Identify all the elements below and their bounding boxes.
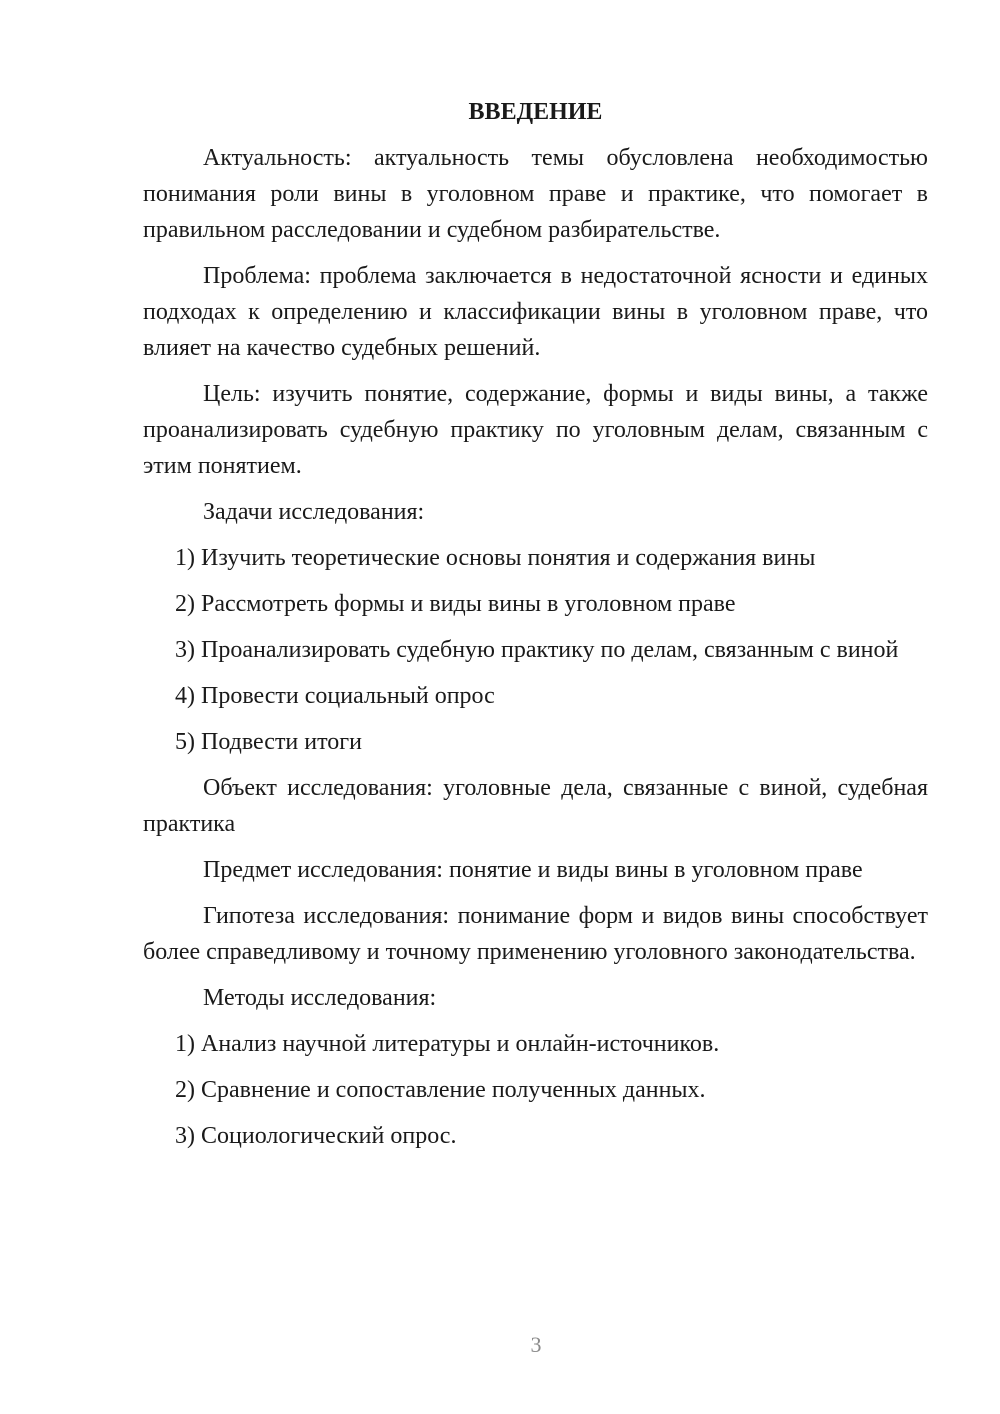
task-item: 3) Проанализировать судебную практику по делам, связанным с виной: [175, 637, 899, 663]
document-body: [143, 94, 928, 1164]
task-item: 5) Подвести итоги: [175, 729, 362, 755]
goal-paragraph: Цель: изучить понятие, содержание, формы и виды вины, а также проанализировать судебную практику по уголовным делам, связанным с этим понятием.: [143, 381, 928, 479]
relevance-paragraph: Актуальность: актуальность темы обусловлена необходимостью понимания роли вины в уголовном праве и практике, что помогает в правильном расследовании и судебном разбирательстве.: [143, 145, 928, 243]
task-item: 1) Изучить теоретические основы понятия и содержания вины: [175, 545, 816, 571]
method-item: 2) Сравнение и сопоставление полученных данных.: [175, 1077, 706, 1103]
subject-paragraph: Предмет исследования: понятие и виды вины в уголовном праве: [203, 857, 863, 883]
problem-paragraph: Проблема: проблема заключается в недостаточной ясности и единых подходах к определению и классификации вины в уголовном праве, что влияет на качество судебных решений.: [143, 263, 928, 361]
task-item: 2) Рассмотреть формы и виды вины в уголовном праве: [175, 591, 736, 617]
task-item: 4) Провести социальный опрос: [175, 683, 495, 709]
method-item: 1) Анализ научной литературы и онлайн-источников.: [175, 1031, 720, 1057]
tasks-title: Задачи исследования:: [203, 499, 425, 525]
object-paragraph: Объект исследования: уголовные дела, связанные с виной, судебная практика: [143, 775, 928, 837]
page-number: 3: [530, 1332, 542, 1357]
section-heading: ВВЕДЕНИЕ: [468, 99, 603, 125]
methods-title: Методы исследования:: [203, 985, 437, 1011]
hypothesis-paragraph: Гипотеза исследования: понимание форм и видов вины способствует более справедливому и точному применению уголовного законодательства.: [143, 903, 928, 965]
method-item: 3) Социологический опрос.: [175, 1123, 457, 1149]
